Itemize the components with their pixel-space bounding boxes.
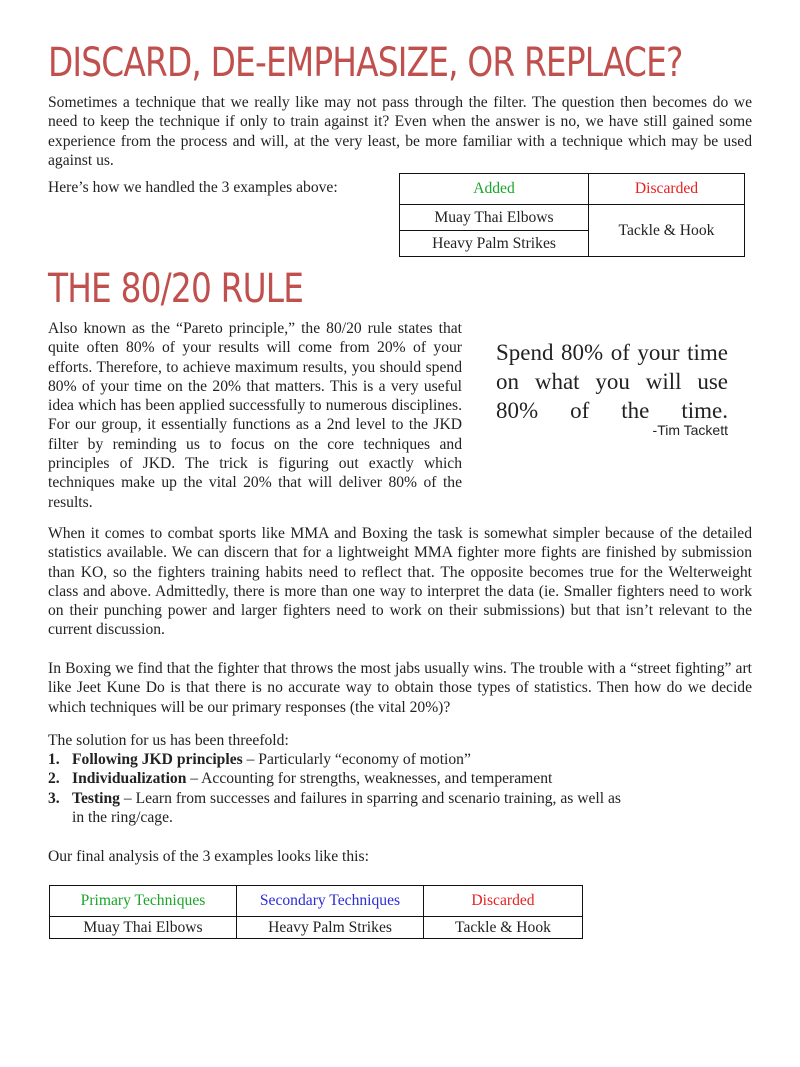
list-number: 2. [48, 770, 60, 788]
section-heading-discard: DISCARD, DE-EMPHASIZE, OR REPLACE? [48, 40, 683, 86]
table-header-row [400, 174, 745, 205]
section-heading-8020: THE 80/20 RULE [48, 266, 304, 312]
list-description: – Particularly “economy of motion” [242, 751, 471, 768]
list-item [48, 789, 632, 828]
header-discarded: Discarded [589, 174, 745, 205]
pull-quote: Spend 80% of your time on what you will use 80% of the time. [496, 340, 728, 423]
table-row [400, 205, 745, 231]
final-analysis-intro: Our final analysis of the 3 examples looks like this: [48, 848, 369, 865]
table-header-row [50, 886, 583, 917]
secondary-cell: Heavy Palm Strikes [237, 917, 424, 939]
list-number: 1. [48, 751, 60, 768]
list-item [48, 769, 648, 788]
header-discarded: Discarded [424, 886, 583, 917]
added-discarded-table [399, 173, 745, 257]
list-item [48, 750, 648, 769]
solution-list [48, 750, 648, 827]
primary-cell: Muay Thai Elbows [50, 917, 237, 939]
added-cell: Heavy Palm Strikes [400, 231, 589, 257]
final-analysis-table [49, 885, 583, 939]
added-cell: Muay Thai Elbows [400, 205, 589, 231]
header-primary: Primary Techniques [50, 886, 237, 917]
pareto-paragraph: Also known as the “Pareto principle,” the 80/20 rule states that quite often 80% of your results will come from 20% of your efforts. Therefore, to achieve maximum results, you should spend 80% of your time on the 20% that matters. This is a very useful idea which has been applied successfully to numerous disciplines. For our group, it essentially functions as a 2nd level to the JKD filter by reminding us to focus on the core techniques and principles of JKD. The trick is figuring out exactly which techniques make up the vital 20% that will deliver 80% of the results. [48, 320, 462, 511]
combat-sports-paragraph: When it comes to combat sports like MMA and Boxing the task is somewhat simpler because of the detailed statistics available. We can discern that for a lightweight MMA fighter more fights are finished by submission than KO, so the fighters training habits need to reflect that. The opposite becomes true for the Welterweight class and above. Admittedly, there is more than one way to interpret the data (ie. Smaller fighters need to work on their punching power and larger fighters need to work on their submissions) but that isn’t relevant to the current discussion. [48, 525, 752, 639]
discard-paragraph: Sometimes a technique that we really like may not pass through the filter. The question then becomes do we need to keep the technique if only to train against it? Even when the answer is no, we have still gained some experience from the process and will, at the very least, be more familiar with a technique which may be used against us. [48, 94, 752, 169]
table-row [50, 917, 583, 939]
quote-author: -Tim Tackett [652, 422, 728, 438]
boxing-paragraph: In Boxing we find that the fighter that throws the most jabs usually wins. The trouble with a “street fighting” art like Jeet Kune Do is that there is no accurate way to obtain those types of statistics. Then how do we decide which techniques will be our primary responses (the vital 20%)? [48, 660, 752, 716]
header-secondary: Secondary Techniques [237, 886, 424, 917]
discarded-cell: Tackle & Hook [424, 917, 583, 939]
list-description: – Learn from successes and failures in sparring and scenario training, as well as in the ring/cage. [72, 789, 621, 826]
list-number: 3. [48, 789, 60, 807]
solution-intro: The solution for us has been threefold: [48, 732, 289, 749]
list-term: Following JKD principles [72, 751, 243, 768]
examples-lead-in: Here’s how we handled the 3 examples above: [48, 179, 338, 196]
header-added: Added [400, 174, 589, 205]
list-description: – Accounting for strengths, weaknesses, and temperament [186, 770, 553, 788]
list-term: Testing [72, 789, 120, 807]
list-term: Individualization [72, 770, 187, 788]
discarded-cell: Tackle & Hook [589, 205, 745, 257]
